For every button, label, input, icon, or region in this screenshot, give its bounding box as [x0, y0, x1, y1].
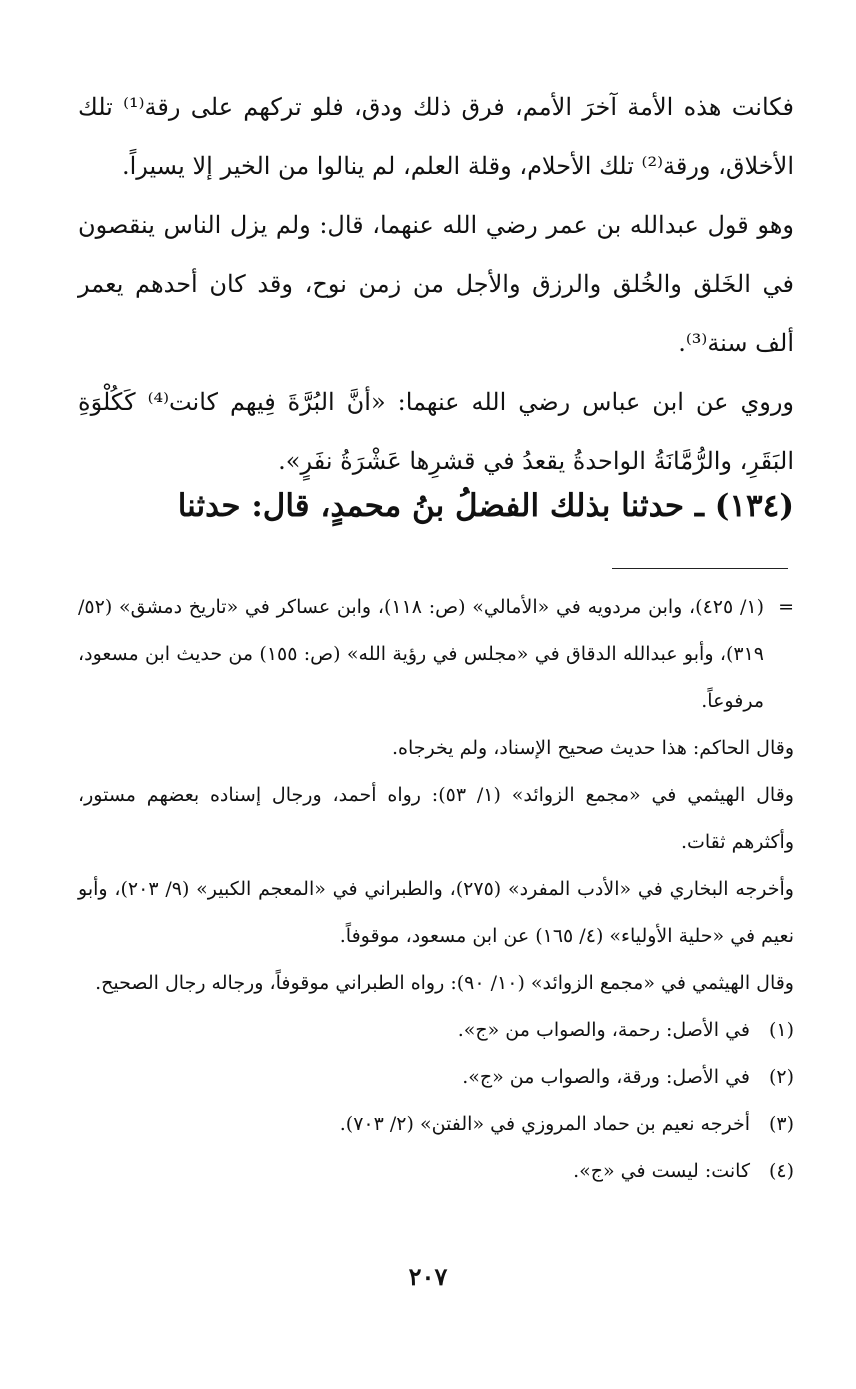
footnote-item — [78, 1054, 794, 1101]
footnote-item — [78, 1148, 794, 1195]
footnote-text: في الأصل: ورقة، والصواب من «ج». — [462, 1066, 750, 1088]
footnote-paragraph: وقال الحاكم: هذا حديث صحيح الإسناد، ولم يخرجاه. — [392, 737, 794, 759]
footnotes — [78, 584, 794, 1195]
footnote-text: في الأصل: رحمة، والصواب من «ج». — [457, 1019, 750, 1041]
footnote-number: (٢) — [768, 1066, 794, 1088]
footnote-text: كانت: ليست في «ج». — [573, 1160, 750, 1182]
paragraph: وهو قول عبدالله بن عمر رضي الله عنهما، قال: ولم يزل الناس ينقصون في الخَلق والخُلق والرزق والأجل من زمن نوح، وقد كان أحدهم يعمر ألف سنة⁽³⁾. — [78, 211, 794, 357]
paragraph: فكانت هذه الأمة آخرَ الأمم، فرق ذلك ودق، فلو تركهم على رقة⁽¹⁾ تلك الأخلاق، ورقة⁽²⁾ تلك الأحلام، وقلة العلم، لم ينالوا من الخير إلا يسيراً. — [78, 93, 795, 180]
paragraph: وروي عن ابن عباس رضي الله عنهما: «أنَّ البُرَّةَ فِيهم كانت⁽⁴⁾ كَكُلْوَةِ البَقَرِ، والرُّمَّانَةُ الواحدةُ يقعدُ في قشرِها عَشْرَةُ نفَرٍ». — [78, 388, 795, 475]
footnote-text: أخرجه نعيم بن حماد المروزي في «الفتن» (٢/ ٧٠٣). — [339, 1113, 750, 1135]
main-text — [78, 78, 794, 491]
footnote-number: (١) — [768, 1019, 794, 1041]
footnote-number: (٤) — [768, 1160, 794, 1182]
page-number: ٢٠٧ — [408, 1262, 448, 1291]
footnote-item — [78, 1007, 794, 1054]
footnote-item — [78, 1101, 794, 1148]
continuation-mark: = — [778, 596, 794, 618]
footnote-paragraph: وقال الهيثمي في «مجمع الزوائد» (١٠/ ٩٠): رواه الطبراني موقوفاً، ورجاله رجال الصحيح. — [95, 972, 794, 994]
footnote-number: (٣) — [768, 1113, 794, 1135]
footnote-paragraph: (١/ ٤٢٥)، وابن مردويه في «الأمالي» (ص: ١١٨)، وابن عساكر في «تاريخ دمشق» (٥٢/ ٣١٩)، وأبو عبدالله الدقاق في «مجلس في رؤية الله» (ص: ١٥٥) من حديث ابن مسعود، مرفوعاً. — [78, 596, 765, 712]
footnote-paragraph: وقال الهيثمي في «مجمع الزوائد» (١/ ٥٣): رواه أحمد، ورجال إسناده بعضهم مستور، وأكثرهم ثقات. — [78, 784, 794, 853]
footnote-paragraph: وأخرجه البخاري في «الأدب المفرد» (٢٧٥)، والطبراني في «المعجم الكبير» (٩/ ٢٠٣)، وأبو نعيم في «حلية الأولياء» (٤/ ١٦٥) عن ابن مسعود، موقوفاً. — [78, 878, 794, 947]
footnote-separator — [612, 568, 788, 569]
footnote-continuation — [78, 584, 794, 725]
hadith-heading: (١٣٤) ـ حدثنا بذلك الفضلُ بنُ محمدٍ، قال: حدثنا — [177, 488, 794, 524]
